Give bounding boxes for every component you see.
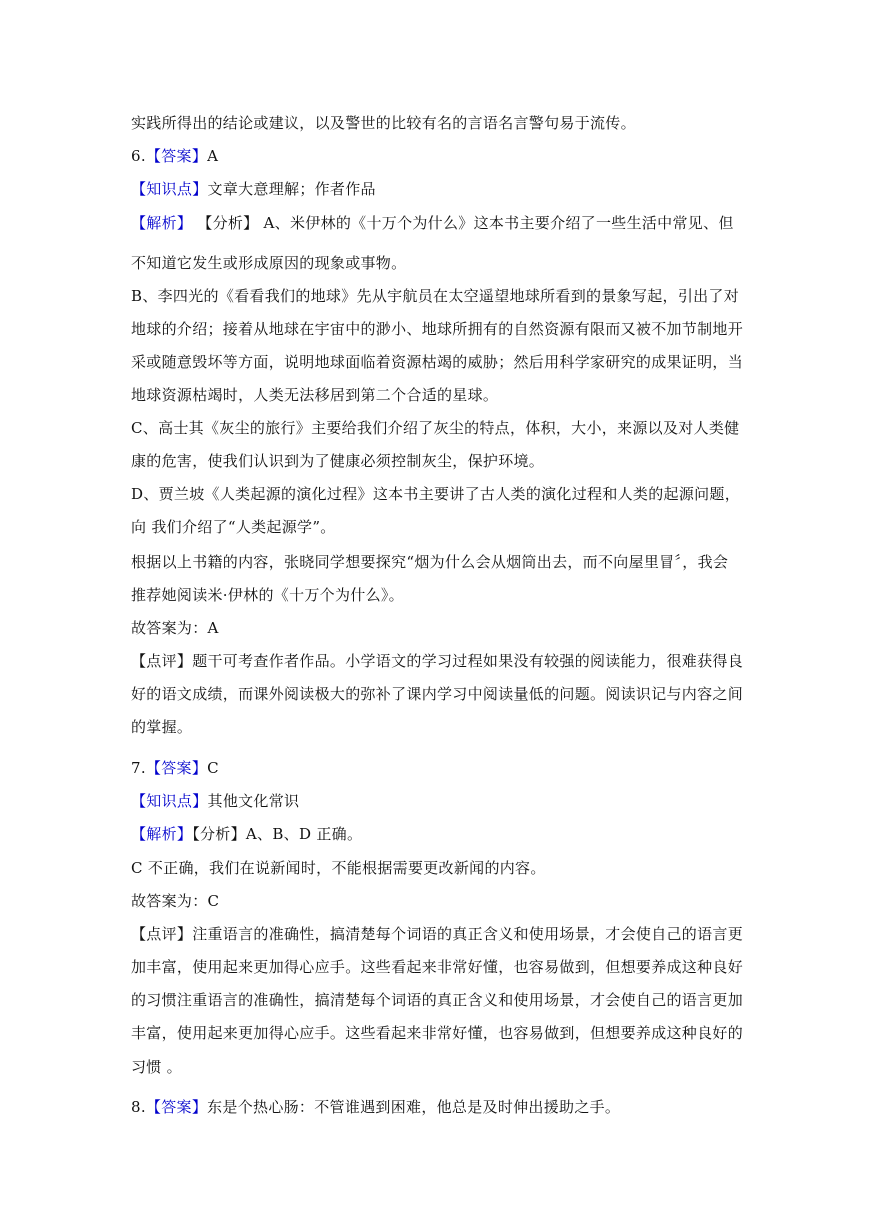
text-line — [131, 385, 751, 405]
text-run: 的习惯注重语言的准确性，搞清楚每个词语的真正含义和使用场景，才会使自己的语言更加 — [131, 991, 744, 1009]
text-line — [131, 824, 751, 844]
text-run: D、贾兰坡《人类起源的演化过程》这本书主要讲了古人类的演化过程和人类的起源问题， — [131, 485, 741, 503]
text-run: 不知道它发生或形成原因的现象或事物。 — [131, 254, 407, 272]
text-line — [131, 618, 751, 638]
text-line — [131, 758, 751, 778]
text-line — [131, 517, 751, 537]
text-line — [131, 858, 751, 878]
text-run: 好的语文成绩，而课外阅读极大的弥补了课内学习中阅读量低的问题。阅读识记与内容之间 — [131, 685, 744, 703]
text-line — [131, 891, 751, 911]
text-run: 的掌握。 — [131, 718, 193, 736]
text-line — [131, 1097, 751, 1117]
text-run: 采或随意毁坏等方面，说明地球面临着资源枯竭的威胁；然后用科学家研究的成果证明，当 — [131, 353, 744, 371]
text-line — [131, 484, 751, 504]
text-line — [131, 113, 751, 133]
text-line — [131, 552, 751, 572]
text-run: C、高士其《灰尘的旅行》主要给我们介绍了灰尘的特点，体积，大小，来源以及对人类健 — [131, 419, 740, 437]
text-run: 【点评】题干可考查作者作品。小学语文的学习过程如果没有较强的阅读能力，很难获得良 — [131, 652, 744, 670]
text-line — [131, 717, 751, 737]
text-run: C — [207, 759, 219, 777]
text-line — [131, 924, 751, 944]
text-line — [131, 990, 751, 1010]
text-run: 7. — [131, 759, 146, 777]
text-run: 故答案为：A — [131, 619, 219, 637]
text-run: 加丰富，使用起来更加得心应手。这些看起来非常好懂，也容易做到，但想要养成这种良好 — [131, 958, 744, 976]
text-run: 地球资源枯竭时，人类无法移居到第二个合适的星球。 — [131, 386, 499, 404]
section-tag: 【知识点】 — [131, 180, 208, 198]
section-tag: 【解析】 — [131, 214, 193, 232]
text-run: 8. — [131, 1098, 146, 1116]
section-tag: 【答案】 — [145, 1098, 208, 1116]
text-run: 【点评】注重语言的准确性，搞清楚每个词语的真正含义和使用场景，才会使自己的语言更 — [131, 925, 744, 943]
text-line — [131, 179, 751, 199]
text-line — [131, 352, 751, 372]
text-run: A — [207, 147, 219, 165]
text-run: 向 我们介绍了“人类起源学”。 — [131, 518, 336, 536]
text-line — [131, 1057, 751, 1077]
text-run: 其他文化常识 — [207, 792, 300, 810]
section-tag: 【答案】 — [145, 759, 208, 777]
text-run: 根据以上书籍的内容，张晓同学想要探究“烟为什么会从烟筒出去，而不向屋里冒〞，我会 — [131, 553, 729, 571]
text-line — [131, 684, 751, 704]
text-run: 【分析】A、B、D 正确。 — [192, 825, 363, 843]
text-run: 地球的介绍；接着从地球在宇宙中的渺小、地球所拥有的自然资源有限而又被不加节制地开 — [131, 320, 744, 338]
text-line — [131, 286, 751, 306]
text-line — [131, 651, 751, 671]
text-run: C 不正确，我们在说新闻时，不能根据需要更改新闻的内容。 — [131, 859, 546, 877]
text-line — [131, 791, 751, 811]
text-run: 东是个热心肠：不管谁遇到困难，他总是及时伸出援助之手。 — [207, 1098, 621, 1116]
text-line — [131, 957, 751, 977]
text-line — [131, 213, 751, 233]
text-line — [131, 1023, 751, 1043]
text-run: 康的危害，使我们认识到为了健康必须控制灰尘，保护环境。 — [131, 452, 545, 470]
section-tag: 【知识点】 — [131, 792, 208, 810]
text-line — [131, 585, 751, 605]
section-tag: 【解析】 — [131, 825, 193, 843]
text-line — [131, 319, 751, 339]
text-run: 实践所得出的结论或建议，以及警世的比较有名的言语名言警句易于流传。 — [131, 114, 636, 132]
text-line — [131, 418, 751, 438]
text-run: B、李四光的《看看我们的地球》先从宇航员在太空遥望地球所看到的景象写起，引出了对 — [131, 287, 740, 305]
text-line — [131, 253, 751, 273]
text-run: 丰富，使用起来更加得心应手。这些看起来非常好懂，也容易做到，但想要养成这种良好的 — [131, 1024, 744, 1042]
text-run: 推荐她阅读米·伊林的《十万个为什么》。 — [131, 586, 404, 604]
text-run: 6. — [131, 147, 146, 165]
text-run: 文章大意理解；作者作品 — [207, 180, 376, 198]
section-tag: 【答案】 — [145, 147, 208, 165]
text-line — [131, 451, 751, 471]
text-run: 故答案为：C — [131, 892, 220, 910]
text-line — [131, 146, 751, 166]
text-run: 习惯 。 — [131, 1058, 182, 1076]
text-run: 【分析】 A、米伊林的《十万个为什么》这本书主要介绍了一些生活中常见、但 — [192, 214, 734, 232]
